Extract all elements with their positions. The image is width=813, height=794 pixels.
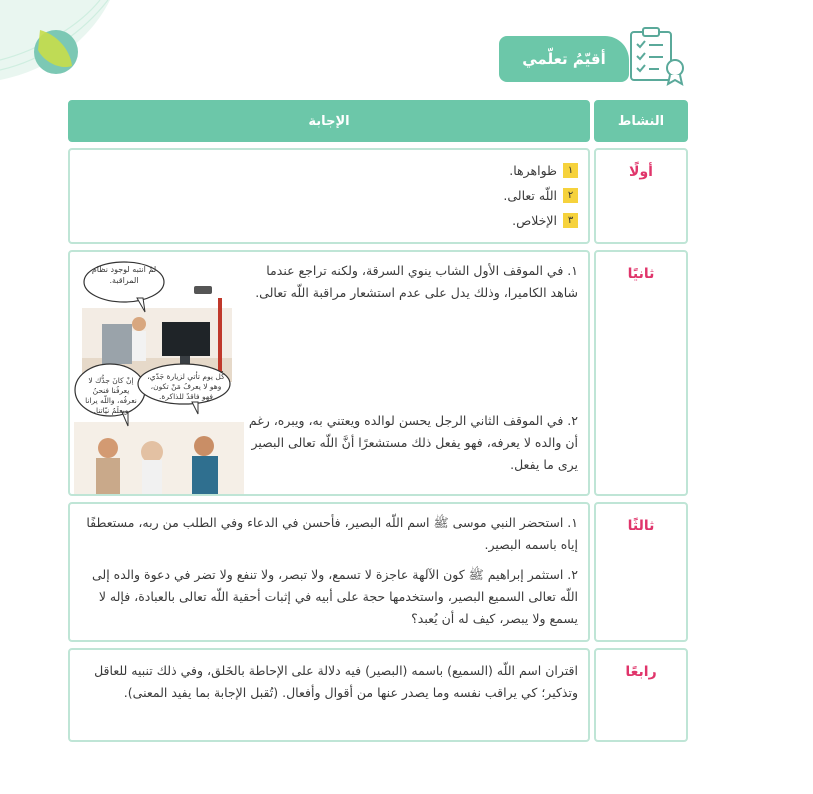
row-label: ثالثًا [627, 518, 655, 534]
number-badge: ١ [563, 163, 578, 178]
answer-paragraph: ٢. استثمر إبراهيم ﷺ كون الآلهة عاجزة لا تسمع، ولا تبصر، ولا تنفع ولا تضر في دعوة والده إلى اللّه تعالى السميع البصير، واستخدمها حجة على أبيه في إثبات أحقية اللّه تعالى بالعبادة، فإله لا يسمع ولا يبصر، كيف له أن يُعبد؟ [91, 567, 578, 626]
table-header [68, 100, 688, 142]
header-answer: الإجابة [68, 100, 590, 142]
answer-paragraph: اقتران اسم اللّه (السميع) باسمه (البصير) فيه دلالة على الإحاطة بالخَلق، وفي ذلك تنبيه للعاقل وتذكير؛ كي يراقب نفسه وما يصدر عنها من أقوال وأفعال. (تُقبل الإجابة بما يفيد المعنى). [94, 663, 578, 700]
speech-bubble: إنْ كانَ جدُّك لا يعرفُنا فنحنُ نعرفُه، واللّه يرانا ويعلَمُ نيّاتنا. [85, 376, 137, 415]
section-heading [499, 22, 695, 86]
list-item: ٣ الإخلاص. [512, 210, 578, 230]
certificate-checklist-icon [625, 24, 689, 86]
header-activity: النشاط [594, 100, 688, 142]
number-badge: ٣ [563, 213, 578, 228]
answer-paragraph: ١. استحضر النبي موسى ﷺ اسم اللّه البصير، فأحسن في الدعاء وفي الطلب من ربه، مستعطفًا إياه باسمه البصير. [86, 515, 578, 552]
leaf-corner-decoration [0, 0, 130, 110]
speech-bubble: لمْ انتبه لوجود نظام المراقبة. [91, 265, 157, 285]
table-row [68, 250, 688, 496]
heading-title: أقيّمُ تعلّمي [499, 36, 629, 82]
table-row [68, 148, 688, 244]
list-item: ١ ظواهرها. [509, 160, 578, 180]
row-label: رابعًا [625, 664, 657, 680]
table-row [68, 648, 688, 742]
speech-bubble: كُل يوم تأتي لزيارة جَدّي، وهو لا يعرفُ مَنْ تكون، فهو فاقدٌ للذاكرة. [147, 372, 225, 401]
row-label: ثانيًا [627, 266, 655, 282]
answer-paragraph: ٢. في الموقف الثاني الرجل يحسن لوالده ويعتني به، ويبره، رغم أن والده لا يعرفه، فهو يفعل ذلك مستشعرًا أنَّ اللّه تعالى البصير يرى ما يفعل. [248, 413, 578, 472]
row-label: أولًا [629, 164, 653, 180]
answer-paragraph: ١. في الموقف الأول الشاب ينوي السرقة، ولكنه تراجع عندما شاهد الكاميرا، وذلك يدل على عدم استشعار مراقبة اللّه تعالى. [255, 263, 578, 300]
list-item: ٢ اللّه تعالى. [503, 185, 578, 205]
number-badge: ٢ [563, 188, 578, 203]
table-row [68, 502, 688, 642]
